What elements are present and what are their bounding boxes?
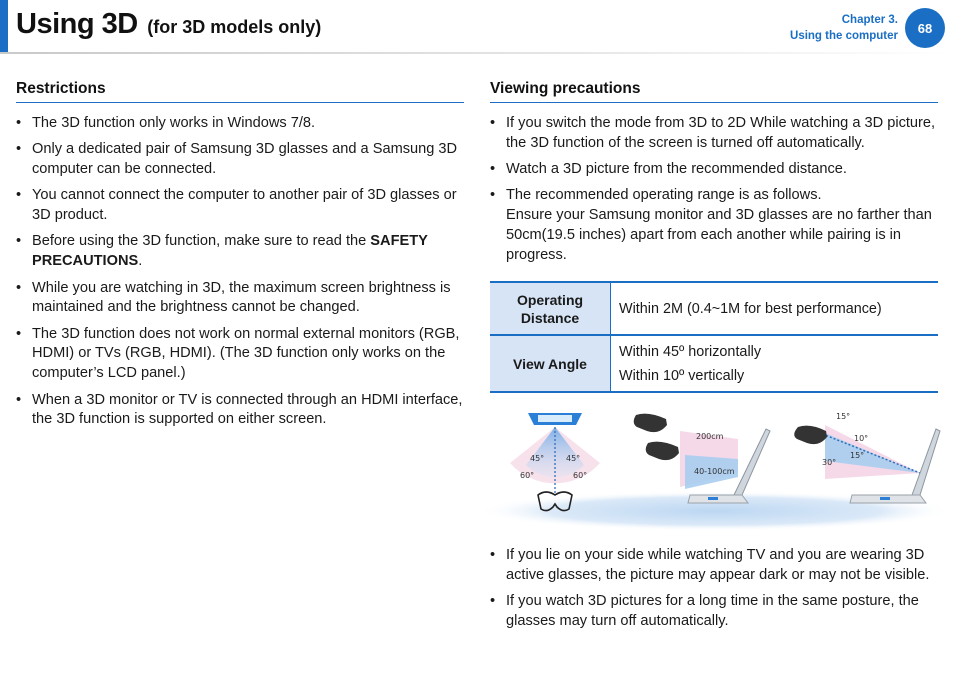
illustration-svg bbox=[480, 403, 950, 533]
laptop-screen-icon bbox=[912, 429, 940, 495]
angle-label-15: 15° bbox=[850, 451, 865, 460]
list-item: • Only a dedicated pair of Samsung 3D glasses and a Samsung 3D computer can be connected. bbox=[16, 140, 466, 180]
viewing-illustration bbox=[480, 403, 950, 533]
monitor-screen bbox=[538, 415, 572, 422]
restrictions-list bbox=[16, 114, 466, 437]
angle-label-15-top: 15° bbox=[836, 412, 851, 421]
table-header-cell: View Angle bbox=[490, 335, 611, 392]
laptop-logo bbox=[708, 497, 718, 500]
list-item: • Watch a 3D picture from the recommended distance. bbox=[490, 160, 942, 180]
angle-label-45-left: 45° bbox=[530, 454, 545, 463]
list-item-safety bbox=[16, 232, 466, 272]
table-header-cell: Operating Distance bbox=[490, 282, 611, 335]
safety-precautions-reference: SAFETY PRECAUTIONS bbox=[32, 233, 428, 270]
view-angle-vertical: Within 10º vertically bbox=[619, 367, 745, 384]
list-item: • While you are watching in 3D, the maximum screen brightness is maintained and the brightness cannot be changed. bbox=[16, 279, 466, 319]
laptop-logo bbox=[880, 497, 890, 500]
chapter-name: Using the computer bbox=[790, 30, 898, 42]
viewing-rule bbox=[490, 102, 938, 103]
restrictions-rule bbox=[16, 102, 464, 103]
list-item: • The 3D function only works in Windows 7/8. bbox=[16, 114, 466, 134]
range-text: • The recommended operating range is as follows. bbox=[506, 187, 822, 204]
angle-label-45-right: 45° bbox=[566, 454, 581, 463]
angle-label-30: 30° bbox=[822, 458, 837, 467]
viewing-heading: Viewing precautions bbox=[490, 80, 641, 97]
safety-text-after: . bbox=[138, 253, 143, 270]
page-title bbox=[16, 8, 321, 41]
glasses-side-icon bbox=[634, 414, 667, 432]
distance-label-range: 40-100cm bbox=[694, 467, 735, 476]
list-item: • The 3D function does not work on normal external monitors (RGB, HDMI) or TVs (RGB, HDMI). (The 3D function only works on the computer’s LCD panel.) bbox=[16, 325, 466, 384]
table-value-cell: Within 2M (0.4~1M for best performance) bbox=[611, 282, 939, 335]
angle-label-10: 10° bbox=[854, 434, 869, 443]
list-item-range bbox=[490, 186, 942, 265]
distance-label-200: 200cm bbox=[696, 432, 724, 441]
laptop-screen-icon bbox=[734, 429, 770, 495]
glasses-side-icon bbox=[794, 426, 827, 444]
header-divider bbox=[0, 52, 954, 54]
table-row bbox=[490, 282, 938, 335]
page-title-main: Using 3D bbox=[16, 8, 138, 40]
viewing-list bbox=[490, 114, 942, 272]
viewing-more-list bbox=[490, 546, 942, 638]
view-angle-horizontal: Within 45º horizontally bbox=[619, 343, 762, 360]
page-subtitle: (for 3D models only) bbox=[147, 17, 322, 37]
list-item: • When a 3D monitor or TV is connected through an HDMI interface, the 3D function is supported on either screen. bbox=[16, 391, 466, 431]
operating-range-table bbox=[490, 281, 938, 393]
table-value-cell bbox=[611, 335, 939, 392]
list-item: • If you switch the mode from 3D to 2D While watching a 3D picture, the 3D function of the screen is turned off automatically. bbox=[490, 114, 942, 154]
chapter-label bbox=[790, 12, 898, 44]
chapter-number: Chapter 3. bbox=[841, 14, 898, 26]
glasses-side-icon bbox=[646, 442, 679, 460]
angle-label-60-left: 60° bbox=[520, 471, 535, 480]
safety-text-before: Before using the 3D function, make sure to read the bbox=[32, 233, 371, 250]
header-accent-bar bbox=[0, 0, 8, 52]
page-number-badge: 68 bbox=[905, 8, 945, 48]
list-item: • If you watch 3D pictures for a long time in the same posture, the glasses may turn off automatically. bbox=[490, 592, 942, 632]
list-item: • You cannot connect the computer to another pair of 3D glasses or 3D product. bbox=[16, 186, 466, 226]
range-note: Ensure your Samsung monitor and 3D glasses are no farther than 50cm(19.5 inches) apart from each another while pairing is in progress. bbox=[506, 207, 932, 263]
list-item: • If you lie on your side while watching TV and you are wearing 3D active glasses, the picture may appear dark or may not be visible. bbox=[490, 546, 942, 586]
table-row bbox=[490, 335, 938, 392]
restrictions-heading: Restrictions bbox=[16, 80, 106, 97]
angle-label-60-right: 60° bbox=[573, 471, 588, 480]
